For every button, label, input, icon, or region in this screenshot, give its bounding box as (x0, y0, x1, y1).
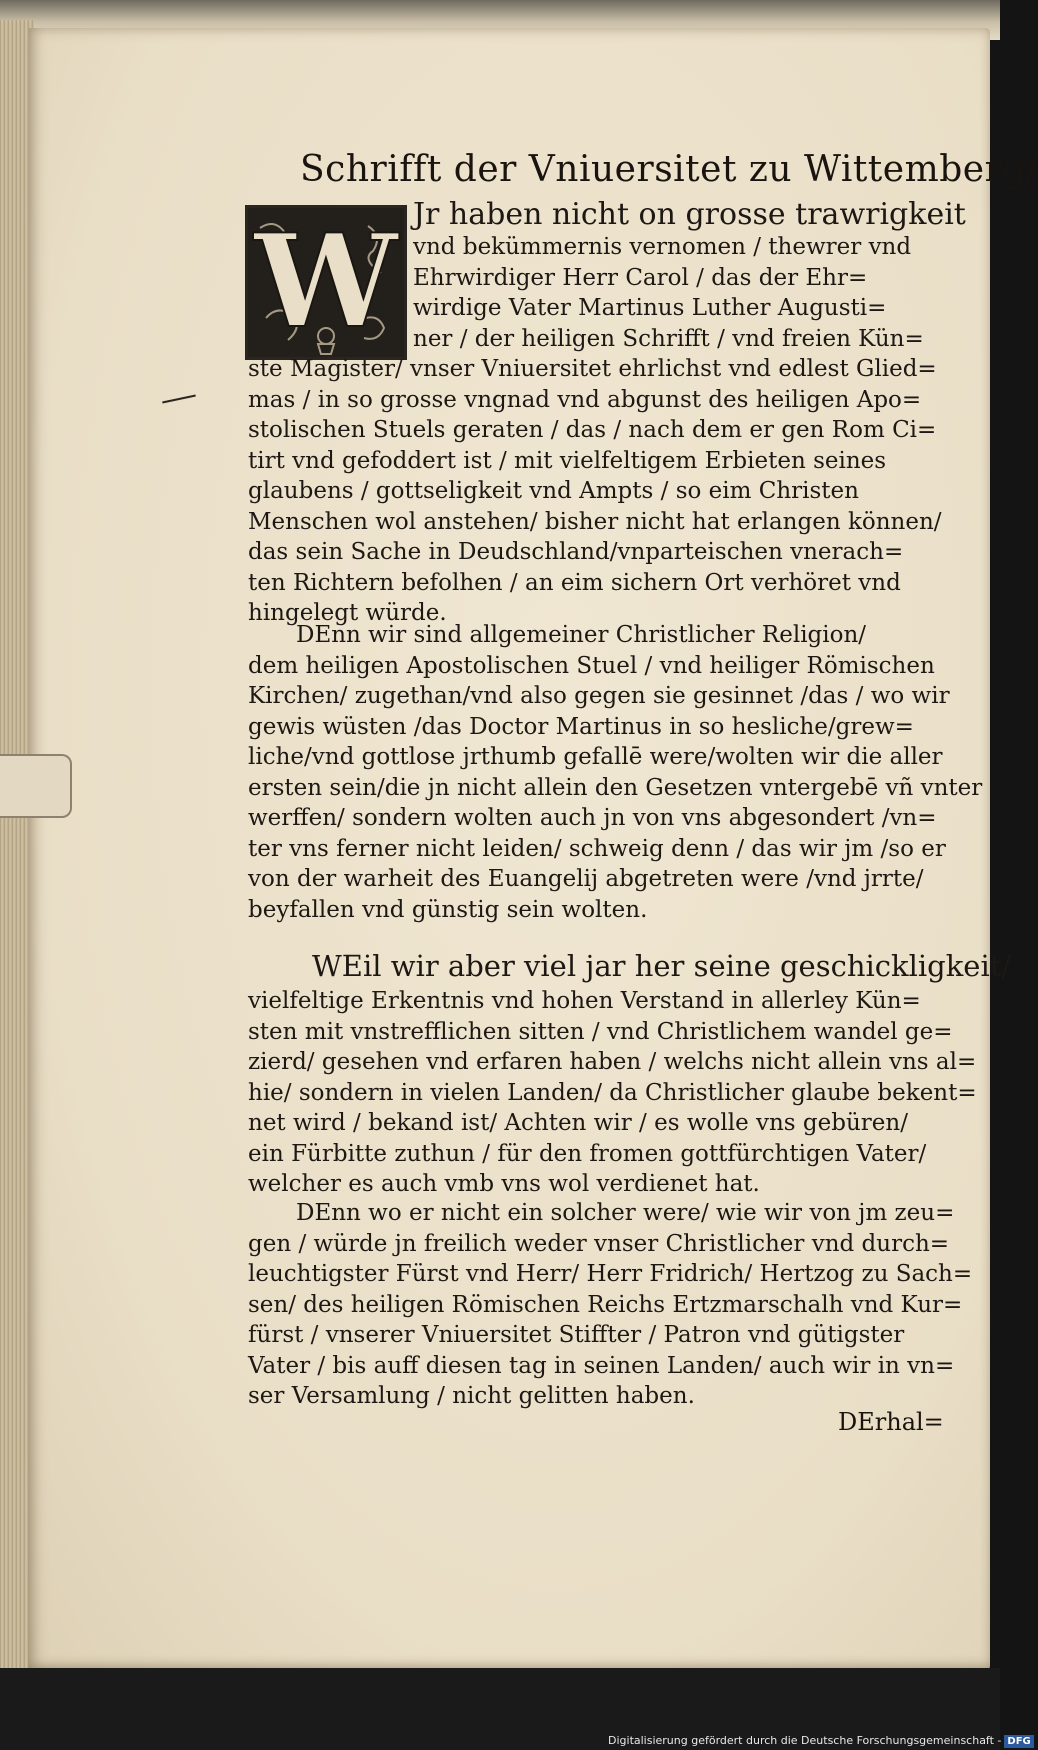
digitization-credit (608, 1732, 1031, 1750)
text-line: zierd/ gesehen vnd erfaren haben / welchs nicht allein vns al= (248, 1049, 977, 1075)
text-line: Jr haben nicht on grosse trawrigkeit (413, 197, 966, 232)
text-line: stolischen Stuels geraten / das / nach dem er gen Rom Ci= (248, 417, 937, 443)
text-line: Ehrwirdiger Herr Carol / das der Ehr= (413, 264, 868, 291)
text-line: WEil wir aber viel jar her seine geschickligkeit/ (312, 949, 1012, 983)
text-line: ten Richtern befolhen / an eim sichern Ort verhöret vnd (248, 569, 901, 596)
text-line: ser Versamlung / nicht gelitten haben. (248, 1383, 695, 1409)
text-line: sten mit vnstrefflichen sitten / vnd Christlichem wandel ge= (248, 1018, 953, 1045)
credit-text: Digitalisierung gefördert durch die Deutsche Forschungsgemeinschaft - (608, 1734, 1002, 1747)
paragraph-2 (248, 620, 983, 925)
text-line: Kirchen/ zugethan/vnd also gegen sie gesinnet /das / wo wir (248, 683, 950, 709)
text-line: beyfallen vnd günstig sein wolten. (248, 896, 648, 923)
text-line: dem heiligen Apostolischen Stuel / vnd heiliger Römischen (248, 652, 935, 679)
page-heading: Schrifft der Vniuersitet zu Wittemberg/ (300, 149, 1038, 190)
text-line: von der warheit des Euangelij abgetreten were /vnd jrrte/ (248, 866, 924, 892)
text-line: DEnn wo er nicht ein solcher were/ wie wir von jm zeu= (296, 1200, 955, 1226)
text-line: hie/ sondern in vielen Landen/ da Christlicher glaube bekent= (248, 1079, 977, 1106)
text-line: wirdige Vater Martinus Luther Augusti= (413, 295, 887, 321)
text-line: tirt vnd gefoddert ist / mit vielfeltigem Erbieten seines (248, 447, 887, 474)
text-line: werffen/ sondern wolten auch jn von vns abgesondert /vn= (248, 805, 937, 831)
text-line: gen / würde jn freilich weder vnser Christlicher vnd durch= (248, 1230, 950, 1257)
bookmark-tab (0, 754, 72, 818)
text-line: DEnn wir sind allgemeiner Christlicher Religion/ (296, 622, 867, 648)
text-line: leuchtigster Fürst vnd Herr/ Herr Fridrich/ Hertzog zu Sach= (248, 1261, 973, 1287)
text-line: das sein Sache in Deudschland/vnparteischen vnerach= (248, 539, 904, 565)
text-line: ste Magister/ vnser Vniuersitet ehrlichst vnd edlest Glied= (248, 356, 937, 382)
initial-letter: W (254, 207, 398, 357)
text-line: Menschen wol anstehen/ bisher nicht hat erlangen können/ (248, 508, 942, 535)
text-line: net wird / bekand ist/ Achten wir / es wolle vns gebüren/ (248, 1110, 908, 1136)
text-line: ter vns ferner nicht leiden/ schweig denn / das wir jm /so er (248, 835, 946, 862)
text-line: ner / der heiligen Schrifft / vnd freien Kün= (413, 325, 924, 352)
text-line: sen/ des heiligen Römischen Reichs Ertzmarschalh vnd Kur= (248, 1291, 963, 1318)
text-line: liche/vnd gottlose jrthumb gefallē were/wolten wir die aller (248, 744, 943, 770)
paragraph-3 (248, 946, 1012, 1200)
text-line: fürst / vnserer Vniuersitet Stiffter / Patron vnd gütigster (248, 1322, 905, 1348)
text-line: welcher es auch vmb vns wol verdienet hat. (248, 1171, 760, 1197)
text-line: vnd bekümmernis vernomen / thewrer vnd (413, 234, 912, 260)
text-line: glaubens / gottseligkeit vnd Ampts / so eim Christen (248, 478, 859, 504)
text-line: vielfeltige Erkentnis vnd hohen Verstand in allerley Kün= (248, 988, 921, 1014)
dfg-logo: DFG (1004, 1735, 1033, 1748)
text-line: Vater / bis auff diesen tag in seinen Landen/ auch wir in vn= (248, 1352, 955, 1379)
text-line: ein Fürbitte zuthun / für den fromen gottfürchtigen Vater/ (248, 1140, 927, 1167)
text-line: ersten sein/die jn nicht allein den Gesetzen vntergebē vñ vnter (248, 774, 983, 801)
catchword: DErhal= (838, 1408, 944, 1436)
text-line: hingelegt würde. (248, 600, 447, 626)
text-line: mas / in so grosse vngnad vnd abgunst des heiligen Apo= (248, 386, 922, 413)
paragraph-4 (248, 1198, 973, 1412)
paragraph-1 (248, 197, 966, 629)
text-line: gewis wüsten /das Doctor Martinus in so hesliche/grew= (248, 713, 914, 740)
